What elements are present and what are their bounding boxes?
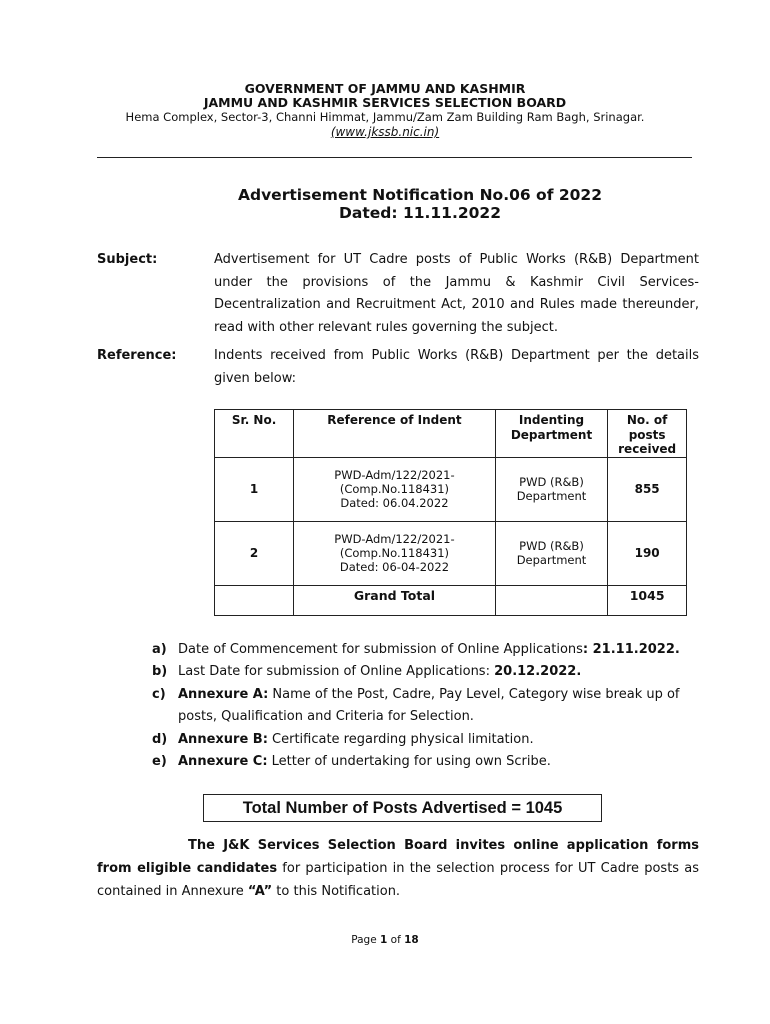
cell-empty	[215, 585, 294, 615]
grand-total-value: 1045	[608, 585, 687, 615]
list-item-last-date: b) Last Date for submission of Online Applications: 20.12.2022.	[152, 664, 582, 679]
notification-title: Advertisement Notification No.06 of 2022	[237, 186, 602, 204]
cell-posts: 855	[608, 457, 687, 521]
subject-label: Subject:	[97, 252, 158, 267]
header-sr-no: Sr. No.	[215, 410, 294, 458]
reference-text: Indents received from Public Works (R&B) Department per the details given below:	[214, 348, 699, 386]
cell-reference: PWD-Adm/122/2021- (Comp.No.118431) Dated: 06-04-2022	[294, 521, 496, 585]
cell-reference: PWD-Adm/122/2021- (Comp.No.118431) Dated: 06.04.2022	[294, 457, 496, 521]
website-link[interactable]: (www.jkssb.nic.in)	[330, 125, 440, 139]
invitation-paragraph: The J&K Services Selection Board invites online application forms from eligible candidates for participation in the selection process for UT Cadre posts as contained in Annexure “A” to this Notification.	[97, 838, 699, 899]
indent-table	[214, 409, 687, 616]
header-posts: No. of posts received	[608, 410, 687, 458]
notification-date: Dated: 11.11.2022	[339, 204, 501, 222]
cell-posts: 190	[608, 521, 687, 585]
reference-label: Reference:	[97, 348, 177, 363]
total-posts-box: Total Number of Posts Advertised = 1045	[203, 794, 602, 822]
list-item-annexure-b: d) Annexure B: Certificate regarding physical limitation.	[152, 732, 534, 747]
cell-sr: 1	[215, 457, 294, 521]
list-item-annexure-a-cont: posts, Qualification and Criteria for Selection.	[178, 709, 474, 724]
header-department: Indenting Department	[495, 410, 608, 458]
table-row	[215, 457, 687, 521]
list-item-annexure-a: c) Annexure A: Name of the Post, Cadre, Pay Level, Category wise break up of	[152, 687, 680, 702]
table-header-row	[215, 410, 687, 458]
table-row	[215, 521, 687, 585]
cell-empty	[495, 585, 608, 615]
board-address: Hema Complex, Sector-3, Channi Himmat, Jammu/Zam Zam Building Ram Bagh, Srinagar.	[125, 110, 645, 124]
cell-department: PWD (R&B) Department	[495, 457, 608, 521]
grand-total-row	[215, 585, 687, 615]
header-divider	[97, 157, 692, 158]
list-item-annexure-c: e) Annexure C: Letter of undertaking for using own Scribe.	[152, 754, 551, 769]
grand-total-label: Grand Total	[294, 585, 496, 615]
cell-department: PWD (R&B) Department	[495, 521, 608, 585]
page-footer: Page 1 of 18	[351, 934, 419, 946]
header-reference: Reference of Indent	[294, 410, 496, 458]
org-line-government: GOVERNMENT OF JAMMU AND KASHMIR	[244, 81, 526, 96]
cell-sr: 2	[215, 521, 294, 585]
org-line-board: JAMMU AND KASHMIR SERVICES SELECTION BOARD	[203, 95, 567, 110]
list-item-commencement: a) Date of Commencement for submission of Online Applications: 21.11.2022.	[152, 642, 680, 657]
subject-text: Advertisement for UT Cadre posts of Public Works (R&B) Department under the provisions of the Jammu & Kashmir Civil Services-Decentralization and Recruitment Act, 2010 and Rules made thereunder, read with other relevant rules governing the subject.	[214, 252, 699, 335]
